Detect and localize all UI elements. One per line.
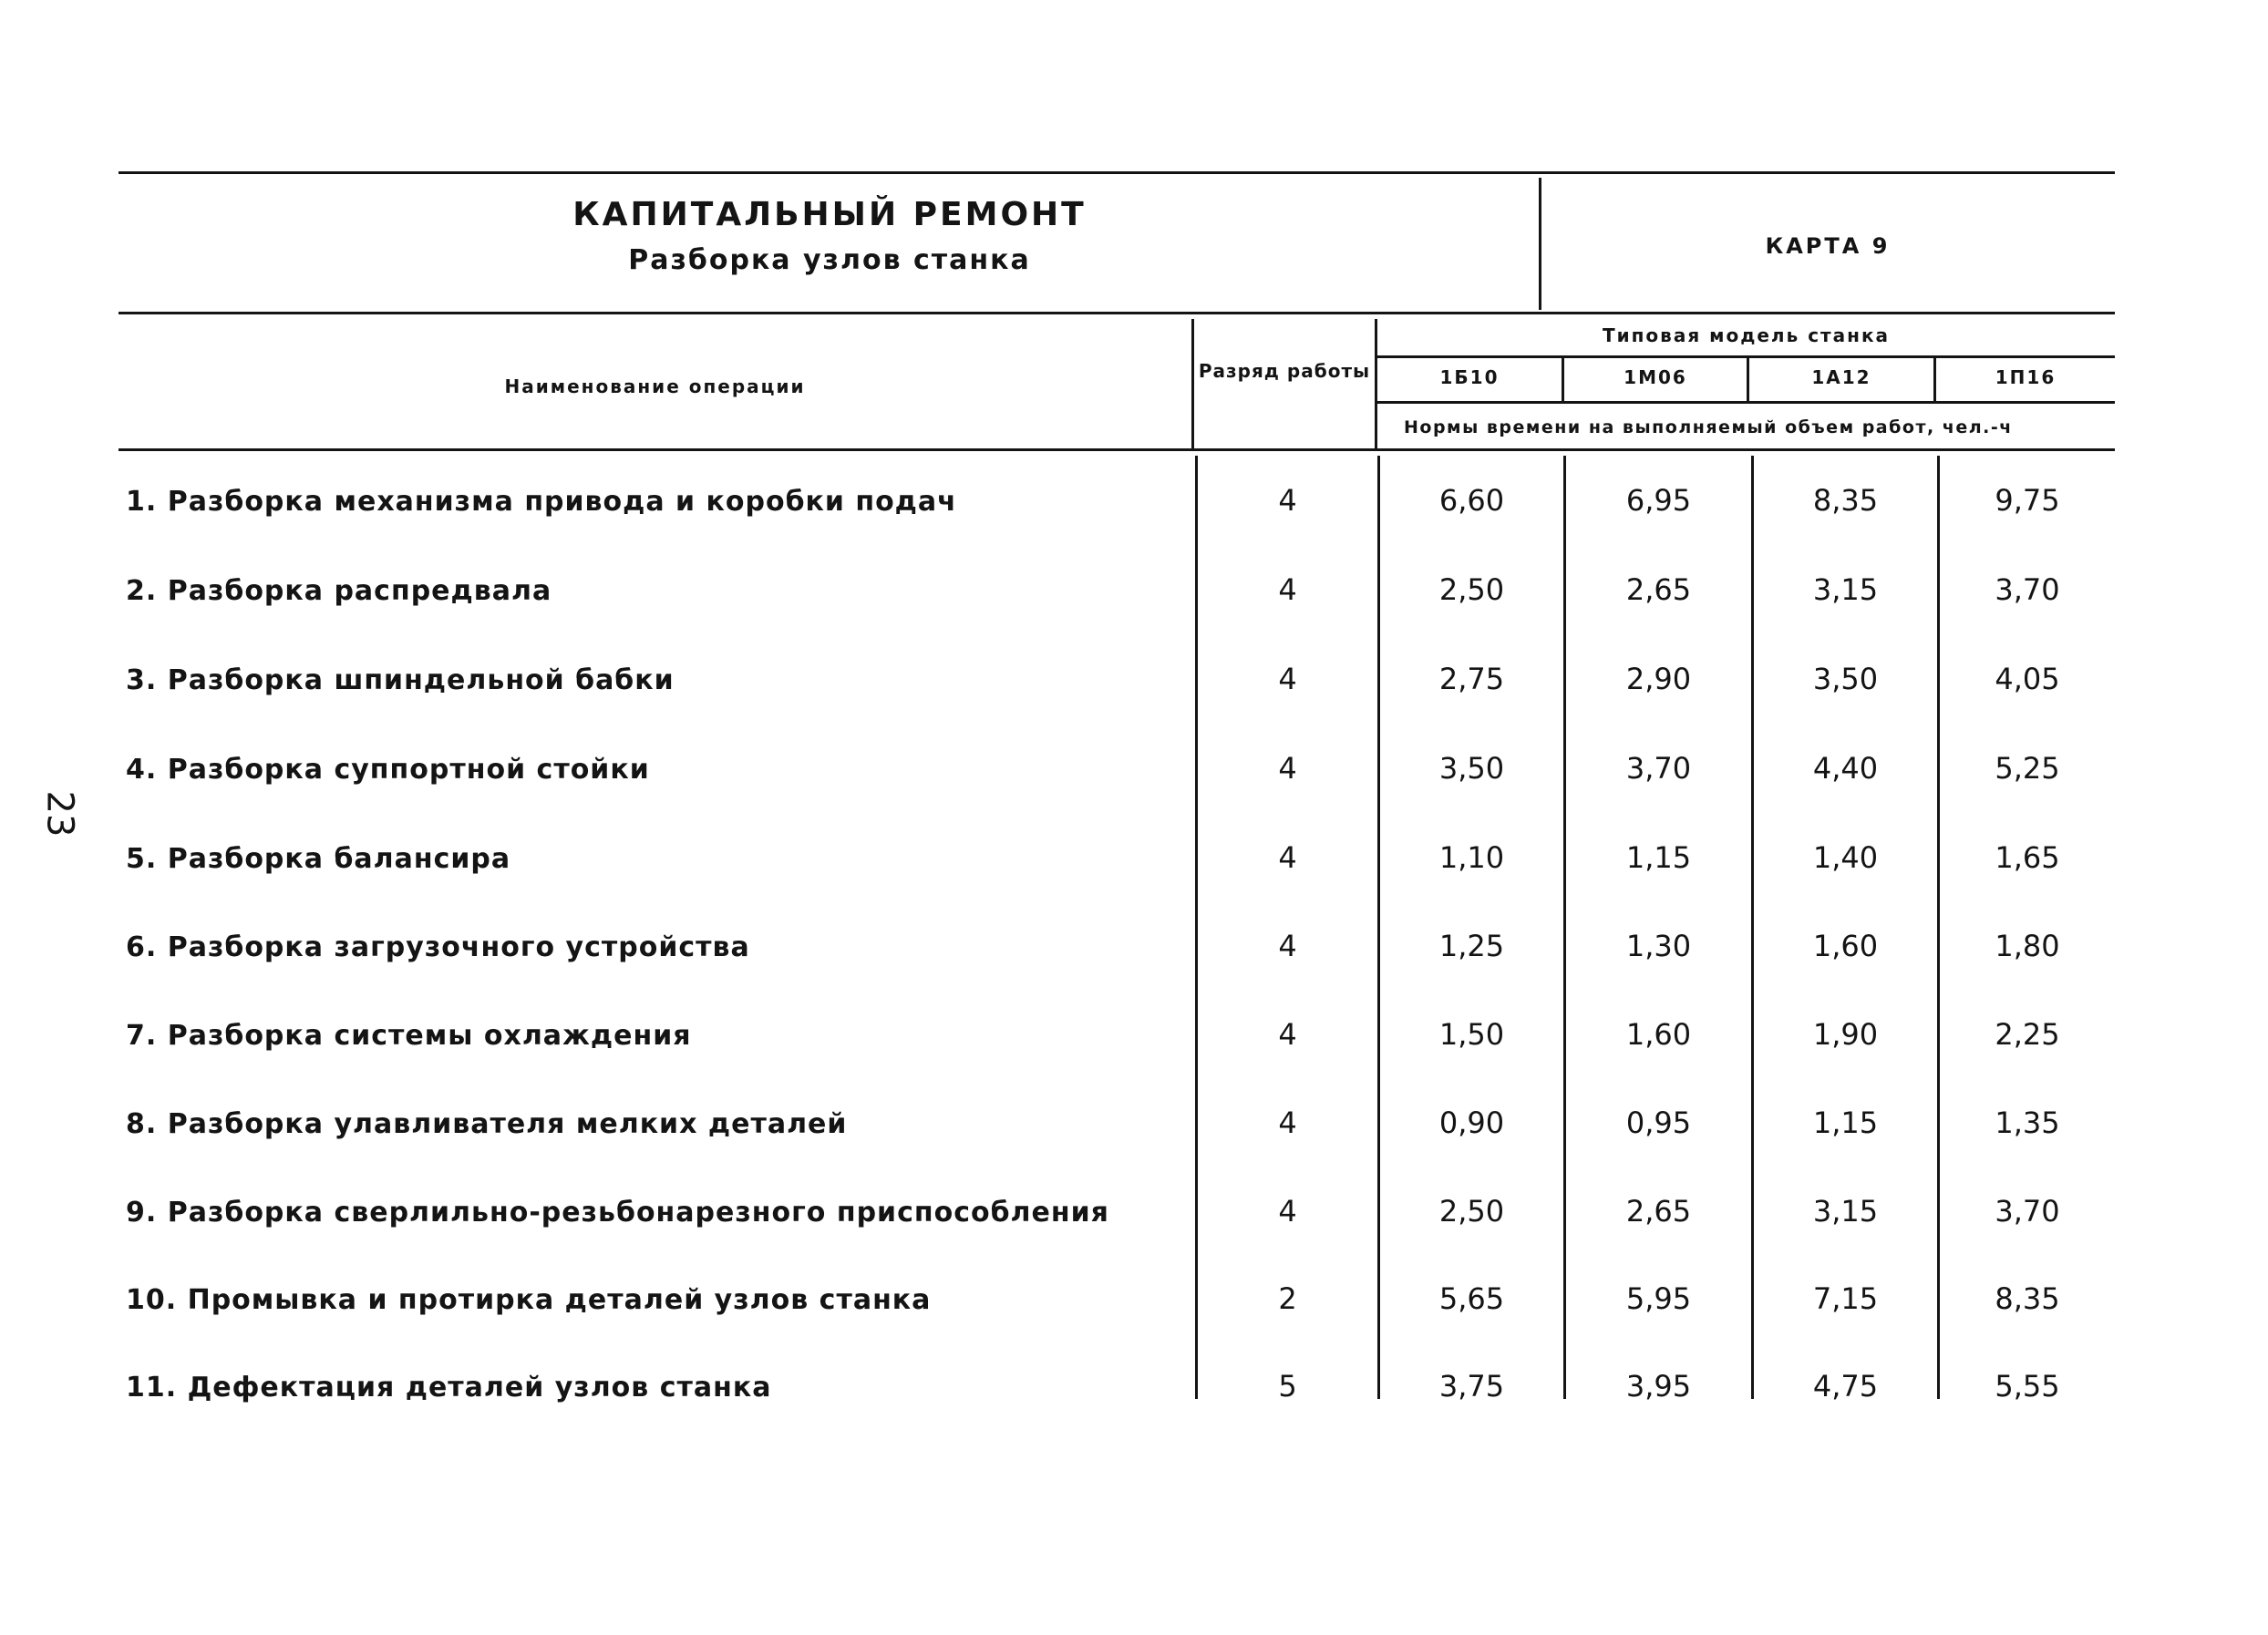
value-1m06: 2,65 (1625, 572, 1692, 607)
operation-name: 3. Разборка шпиндельной бабки (126, 664, 675, 696)
value-1a12: 8,35 (1812, 483, 1879, 518)
header-bottom-rule (119, 312, 2115, 314)
value-1a12: 3,50 (1812, 662, 1879, 696)
document-title: КАПИТАЛЬНЫЙ РЕМОНТ (572, 196, 1087, 233)
grade-value: 4 (1278, 483, 1297, 518)
value-1b10: 6,60 (1438, 483, 1505, 518)
value-1b10: 3,75 (1438, 1369, 1505, 1404)
value-1b10: 1,25 (1438, 929, 1505, 963)
operation-name: 9. Разборка сверлильно-резьбонарезного приспособления (126, 1197, 1109, 1229)
value-1b10: 3,50 (1438, 751, 1505, 786)
value-1p16: 5,55 (1995, 1369, 2060, 1404)
top-rule (119, 171, 2115, 174)
value-1a12: 1,40 (1812, 840, 1879, 875)
operation-name: 1. Разборка механизма привода и коробки подач (126, 486, 957, 518)
grade-value: 4 (1278, 662, 1297, 696)
value-1m06: 0,95 (1625, 1105, 1692, 1140)
value-1b10: 2,75 (1438, 662, 1505, 696)
value-1p16: 1,65 (1995, 840, 2060, 875)
value-1p16: 9,75 (1995, 483, 2060, 518)
value-1p16: 1,35 (1995, 1105, 2060, 1140)
grade-column-header-text: Разряд работы (1198, 360, 1371, 382)
value-1a12: 3,15 (1812, 572, 1879, 607)
value-1m06: 3,95 (1625, 1369, 1692, 1404)
value-1m06: 1,15 (1625, 840, 1692, 875)
card-label: КАРТА 9 (1765, 233, 1891, 259)
value-1m06: 1,60 (1625, 1017, 1692, 1052)
model-header-1a12: 1А12 (1811, 366, 1871, 388)
grade-value: 2 (1278, 1281, 1297, 1316)
value-1p16: 5,25 (1995, 751, 2060, 786)
operation-name: 11. Дефектация деталей узлов станка (126, 1372, 772, 1404)
grade-value: 4 (1278, 929, 1297, 963)
model-group-header: Типовая модель станка (1602, 324, 1891, 346)
value-1m06: 6,95 (1625, 483, 1692, 518)
value-1b10: 1,50 (1438, 1017, 1505, 1052)
page-number: 23 (38, 790, 81, 838)
operation-column-header: Наименование операции (504, 375, 806, 397)
grade-value: 4 (1278, 751, 1297, 786)
grade-column-header (1194, 361, 1375, 381)
value-1a12: 1,60 (1812, 929, 1879, 963)
value-1b10: 1,10 (1438, 840, 1505, 875)
value-1a12: 4,40 (1812, 751, 1879, 786)
value-1p16: 2,25 (1995, 1017, 2060, 1052)
operation-name: 8. Разборка улавливателя мелких деталей (126, 1108, 848, 1140)
grade-value: 4 (1278, 840, 1297, 875)
value-1m06: 2,90 (1625, 662, 1692, 696)
operation-name: 2. Разборка распредвала (126, 575, 552, 607)
model-header-1b10: 1Б10 (1439, 366, 1500, 388)
value-1p16: 3,70 (1995, 572, 2060, 607)
operation-name: 5. Разборка балансира (126, 843, 511, 875)
model-header-1m06: 1М06 (1624, 366, 1687, 388)
header-col-divider-1 (1191, 319, 1194, 448)
value-1m06: 1,30 (1625, 929, 1692, 963)
value-1b10: 2,50 (1438, 572, 1505, 607)
value-1m06: 3,70 (1625, 751, 1692, 786)
grade-value: 4 (1278, 1017, 1297, 1052)
table-header-bottom-rule (119, 448, 2115, 451)
value-1b10: 2,50 (1438, 1194, 1505, 1229)
grade-value: 4 (1278, 1105, 1297, 1140)
model-row-rule (1377, 401, 2115, 404)
model-header-1p16: 1П16 (1995, 366, 2057, 388)
operation-name: 10. Промывка и протирка деталей узлов станка (126, 1284, 932, 1316)
operation-name: 6. Разборка загрузочного устройства (126, 931, 750, 963)
grade-value: 4 (1278, 1194, 1297, 1229)
value-1p16: 3,70 (1995, 1194, 2060, 1229)
value-1b10: 0,90 (1438, 1105, 1505, 1140)
document-subtitle: Разборка узлов станка (628, 244, 1031, 276)
value-1p16: 1,80 (1995, 929, 2060, 963)
operation-name: 7. Разборка системы охлаждения (126, 1020, 692, 1052)
value-1a12: 4,75 (1812, 1369, 1879, 1404)
value-1m06: 5,95 (1625, 1281, 1692, 1316)
value-1a12: 1,15 (1812, 1105, 1879, 1140)
value-1p16: 8,35 (1995, 1281, 2060, 1316)
grade-value: 4 (1278, 572, 1297, 607)
value-1a12: 3,15 (1812, 1194, 1879, 1229)
value-1b10: 5,65 (1438, 1281, 1505, 1316)
norms-header: Нормы времени на выполняемый объем работ, чел.-ч (1404, 417, 2013, 437)
grade-value: 5 (1278, 1369, 1297, 1404)
value-1m06: 2,65 (1625, 1194, 1692, 1229)
value-1a12: 1,90 (1812, 1017, 1879, 1052)
value-1p16: 4,05 (1995, 662, 2060, 696)
value-1a12: 7,15 (1812, 1281, 1879, 1316)
operation-name: 4. Разборка суппортной стойки (126, 754, 650, 786)
